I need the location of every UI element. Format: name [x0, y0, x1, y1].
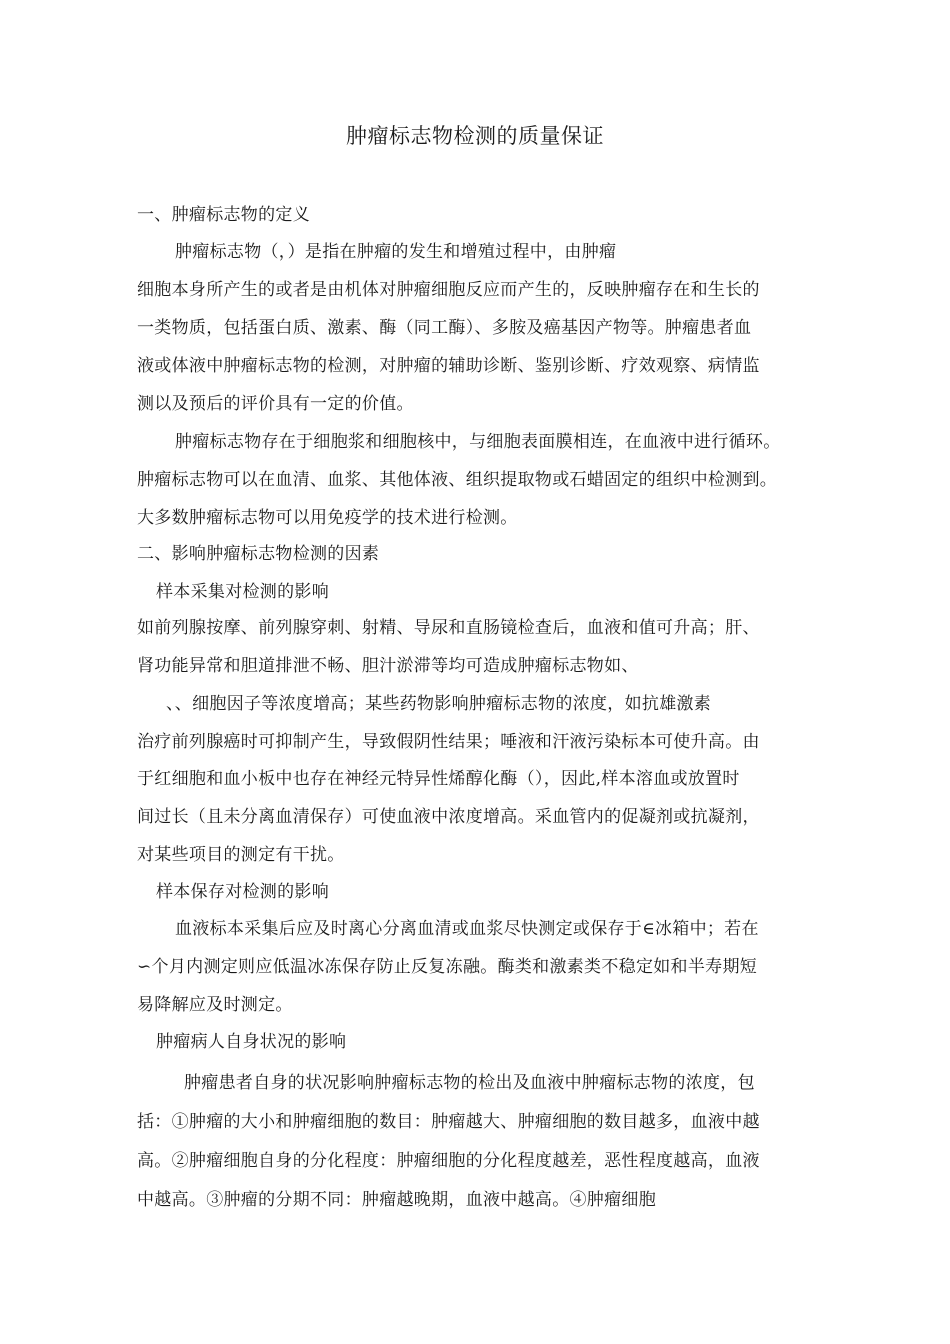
paragraph-line: 易降解应及时测定。	[137, 995, 293, 1015]
paragraph-line: 中越高。③肿瘤的分期不同：肿瘤越晚期，血液中越高。④肿瘤细胞	[137, 1190, 656, 1210]
paragraph-line: ∽个月内测定则应低温冰冻保存防止反复冻融。酶类和激素类不稳定如和半寿期短	[137, 957, 758, 977]
paragraph-line: 、、细胞因子等浓度增高；某些药物影响肿瘤标志物的浓度，如抗雄激素	[166, 694, 712, 714]
subsection-heading: 样本采集对检测的影响	[156, 582, 329, 602]
paragraph-line: 如前列腺按摩、前列腺穿刺、射精、导尿和直肠镜检查后，血液和值可升高；肝、	[137, 618, 760, 638]
section-heading-1: 一、肿瘤标志物的定义	[137, 205, 310, 225]
section-heading-2: 二、影响肿瘤标志物检测的因素	[137, 544, 380, 564]
paragraph-line: 细胞本身所产生的或者是由机体对肿瘤细胞反应而产生的，反映肿瘤存在和生长的	[137, 280, 760, 300]
paragraph-line: 间过长（且未分离血清保存）可使血液中浓度增高。采血管内的促凝剂或抗凝剂，	[137, 807, 760, 827]
paragraph-line: 高。②肿瘤细胞自身的分化程度：肿瘤细胞的分化程度越差，恶性程度越高，血液	[137, 1151, 760, 1171]
paragraph-line: 肿瘤标志物可以在血清、血浆、其他体液、组织提取物或石蜡固定的组织中检测到。	[137, 470, 778, 490]
paragraph-line: 肿瘤标志物存在于细胞浆和细胞核中，与细胞表面膜相连，在血液中进行循环。	[175, 432, 781, 452]
paragraph-line: 一类物质，包括蛋白质、激素、酶（同工酶）、多胺及癌基因产物等。肿瘤患者血	[137, 318, 752, 338]
paragraph-line: 肿瘤患者自身的状况影响肿瘤标志物的检出及血液中肿瘤标志物的浓度，包	[184, 1073, 755, 1093]
document-title: 肿瘤标志物检测的质量保证	[346, 124, 604, 148]
paragraph-line: 测以及预后的评价具有一定的价值。	[137, 394, 414, 414]
paragraph-line: 液或体液中肿瘤标志物的检测，对肿瘤的辅助诊断、鉴别诊断、疗效观察、病情监	[137, 356, 760, 376]
subsection-heading: 样本保存对检测的影响	[156, 882, 329, 902]
paragraph-line: 括：①肿瘤的大小和肿瘤细胞的数目：肿瘤越大、肿瘤细胞的数目越多，血液中越	[137, 1112, 760, 1132]
subsection-heading: 肿瘤病人自身状况的影响	[156, 1032, 347, 1052]
paragraph-line: 治疗前列腺癌时可抑制产生，导致假阴性结果；唾液和汗液污染标本可使升高。由	[137, 732, 760, 752]
paragraph-line: 肿瘤标志物（，）是指在肿瘤的发生和增殖过程中，由肿瘤	[175, 242, 617, 262]
paragraph-line: 大多数肿瘤标志物可以用免疫学的技术进行检测。	[137, 508, 518, 528]
paragraph-line: 血液标本采集后应及时离心分离血清或血浆尽快测定或保存于∈冰箱中；若在	[175, 919, 759, 939]
paragraph-line: 肾功能异常和胆道排泄不畅、胆汁淤滞等均可造成肿瘤标志物如、	[137, 656, 639, 676]
paragraph-line: 对某些项目的测定有干扰。	[137, 845, 345, 865]
paragraph-line: 于红细胞和血小板中也存在神经元特异性烯醇化酶（），因此,样本溶血或放置时	[137, 769, 740, 789]
